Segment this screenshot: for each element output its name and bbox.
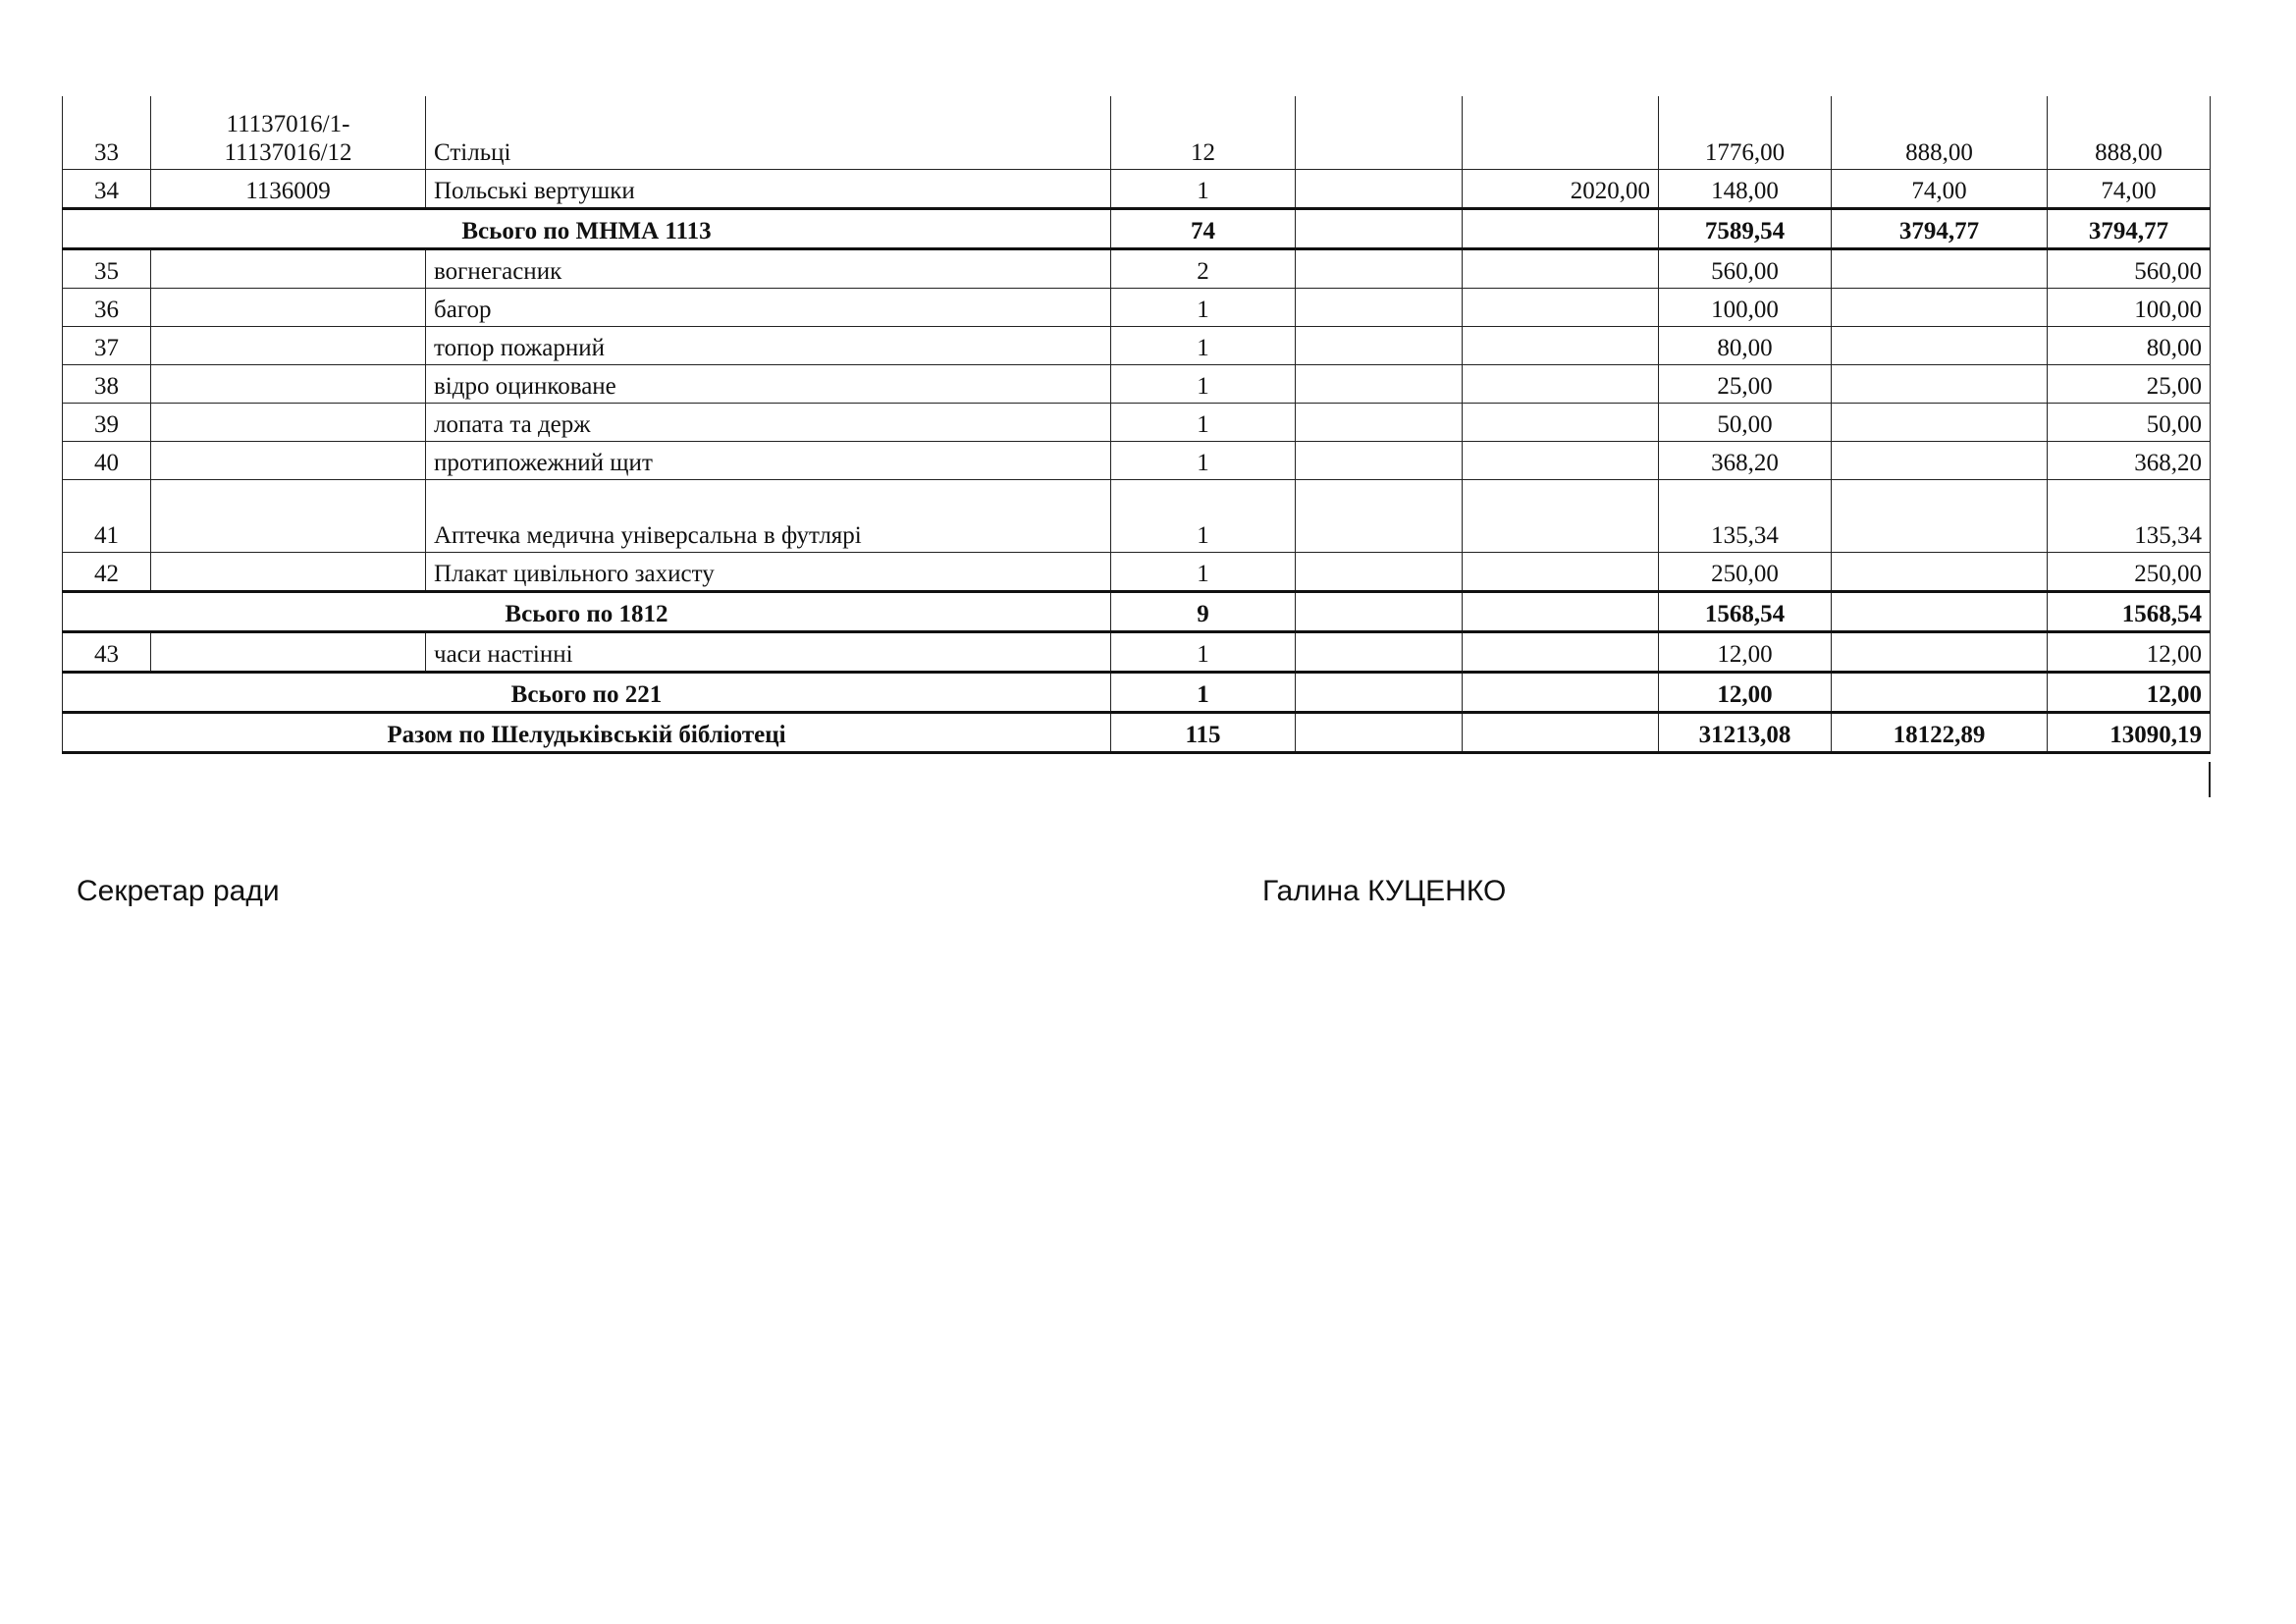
row-number: 34 [63,170,151,209]
item-rest: 12,00 [2048,632,2211,673]
item-wear [1832,480,2048,553]
item-total: 1776,00 [1659,96,1832,170]
col6-value [1463,632,1659,673]
item-total: 135,34 [1659,480,1832,553]
col5-value [1296,553,1463,592]
item-name: вогнегасник [426,249,1111,289]
col5-value [1296,170,1463,209]
item-wear: 74,00 [1832,170,2048,209]
grand-total-row [63,713,2211,753]
item-total: 148,00 [1659,170,1832,209]
item-qty: 1 [1111,553,1296,592]
subtotal-qty: 74 [1111,209,1296,249]
empty-cell [1296,673,1463,713]
grand-total-label: Разом по Шелудьківській бібліотеці [63,713,1111,753]
subtotal-rest: 12,00 [2048,673,2211,713]
table-row [63,404,2211,442]
item-name: лопата та держ [426,404,1111,442]
col5-value [1296,289,1463,327]
table-row [63,365,2211,404]
inventory-code [151,480,426,553]
col6-value [1463,327,1659,365]
item-total: 25,00 [1659,365,1832,404]
item-qty: 1 [1111,632,1296,673]
col5-value [1296,632,1463,673]
item-name: часи настінні [426,632,1111,673]
col5-value [1296,442,1463,480]
inventory-code [151,553,426,592]
item-wear: 888,00 [1832,96,2048,170]
table-row [63,249,2211,289]
item-qty: 1 [1111,170,1296,209]
item-rest: 250,00 [2048,553,2211,592]
item-qty: 1 [1111,289,1296,327]
inventory-table [62,96,2211,754]
col6-value [1463,404,1659,442]
item-name: Польські вертушки [426,170,1111,209]
subtotal-wear [1832,592,2048,632]
signature-position: Секретар ради [77,875,280,907]
subtotal-rest: 3794,77 [2048,209,2211,249]
item-wear [1832,404,2048,442]
grand-total-rest: 13090,19 [2048,713,2211,753]
inventory-code [151,632,426,673]
subtotal-wear [1832,673,2048,713]
row-number: 39 [63,404,151,442]
col5-value [1296,96,1463,170]
empty-cell [1296,713,1463,753]
subtotal-qty: 9 [1111,592,1296,632]
col6-value [1463,96,1659,170]
table-row [63,480,2211,553]
item-total: 12,00 [1659,632,1832,673]
grand-total-total: 31213,08 [1659,713,1832,753]
inventory-code [151,96,426,170]
item-wear [1832,553,2048,592]
item-name: Стільці [426,96,1111,170]
row-number: 40 [63,442,151,480]
item-name: протипожежний щит [426,442,1111,480]
inventory-code: 1136009 [151,170,426,209]
item-name: багор [426,289,1111,327]
inventory-code [151,249,426,289]
item-qty: 1 [1111,365,1296,404]
item-total: 250,00 [1659,553,1832,592]
row-number: 41 [63,480,151,553]
grand-total-wear: 18122,89 [1832,713,2048,753]
subtotal-label: Всього по МНМА 1113 [63,209,1111,249]
col6-value [1463,553,1659,592]
inventory-code-text: 11137016/1- 11137016/12 [224,111,352,166]
row-number: 33 [63,96,151,170]
empty-cell [1296,209,1463,249]
item-rest: 100,00 [2048,289,2211,327]
col6-value [1463,289,1659,327]
item-total: 560,00 [1659,249,1832,289]
subtotal-wear: 3794,77 [1832,209,2048,249]
item-rest: 368,20 [2048,442,2211,480]
inventory-code [151,442,426,480]
border-stub-line [2209,762,2211,797]
subtotal-label: Всього по 1812 [63,592,1111,632]
row-number: 43 [63,632,151,673]
item-total: 80,00 [1659,327,1832,365]
subtotal-row [63,209,2211,249]
item-wear [1832,632,2048,673]
item-total: 100,00 [1659,289,1832,327]
empty-cell [1463,592,1659,632]
item-rest: 560,00 [2048,249,2211,289]
table-row [63,553,2211,592]
subtotal-total: 1568,54 [1659,592,1832,632]
col5-value [1296,404,1463,442]
subtotal-qty: 1 [1111,673,1296,713]
subtotal-rest: 1568,54 [2048,592,2211,632]
item-wear [1832,365,2048,404]
item-qty: 1 [1111,404,1296,442]
col5-value [1296,249,1463,289]
table-row [63,327,2211,365]
row-number: 35 [63,249,151,289]
signature-name: Галина КУЦЕНКО [1262,875,1507,907]
item-wear [1832,442,2048,480]
item-wear [1832,327,2048,365]
item-rest: 74,00 [2048,170,2211,209]
empty-cell [1296,592,1463,632]
grand-total-qty: 115 [1111,713,1296,753]
item-wear [1832,249,2048,289]
col6-value [1463,442,1659,480]
col6-value: 2020,00 [1463,170,1659,209]
empty-cell [1463,673,1659,713]
table-row [63,289,2211,327]
item-name: відро оцинковане [426,365,1111,404]
row-number: 36 [63,289,151,327]
item-qty: 1 [1111,480,1296,553]
subtotal-row [63,673,2211,713]
item-wear [1832,289,2048,327]
item-rest: 80,00 [2048,327,2211,365]
col6-value [1463,365,1659,404]
inventory-sheet [62,96,2210,754]
table-row [63,170,2211,209]
col5-value [1296,327,1463,365]
item-qty: 2 [1111,249,1296,289]
item-qty: 1 [1111,327,1296,365]
col5-value [1296,365,1463,404]
row-number: 38 [63,365,151,404]
table-row [63,442,2211,480]
item-name: топор пожарний [426,327,1111,365]
col5-value [1296,480,1463,553]
subtotal-total: 7589,54 [1659,209,1832,249]
item-total: 50,00 [1659,404,1832,442]
item-name: Аптечка медична універсальна в футлярі [426,480,1111,553]
subtotal-label: Всього по 221 [63,673,1111,713]
col6-value [1463,480,1659,553]
row-number: 42 [63,553,151,592]
item-rest: 50,00 [2048,404,2211,442]
item-name: Плакат цивільного захисту [426,553,1111,592]
row-number: 37 [63,327,151,365]
item-rest: 25,00 [2048,365,2211,404]
item-rest: 135,34 [2048,480,2211,553]
inventory-code [151,327,426,365]
item-qty: 1 [1111,442,1296,480]
empty-cell [1463,209,1659,249]
subtotal-total: 12,00 [1659,673,1832,713]
item-total: 368,20 [1659,442,1832,480]
inventory-code [151,289,426,327]
empty-cell [1463,713,1659,753]
item-qty: 12 [1111,96,1296,170]
inventory-code [151,404,426,442]
table-row [63,96,2211,170]
table-row [63,632,2211,673]
inventory-code [151,365,426,404]
subtotal-row [63,592,2211,632]
item-rest: 888,00 [2048,96,2211,170]
col6-value [1463,249,1659,289]
